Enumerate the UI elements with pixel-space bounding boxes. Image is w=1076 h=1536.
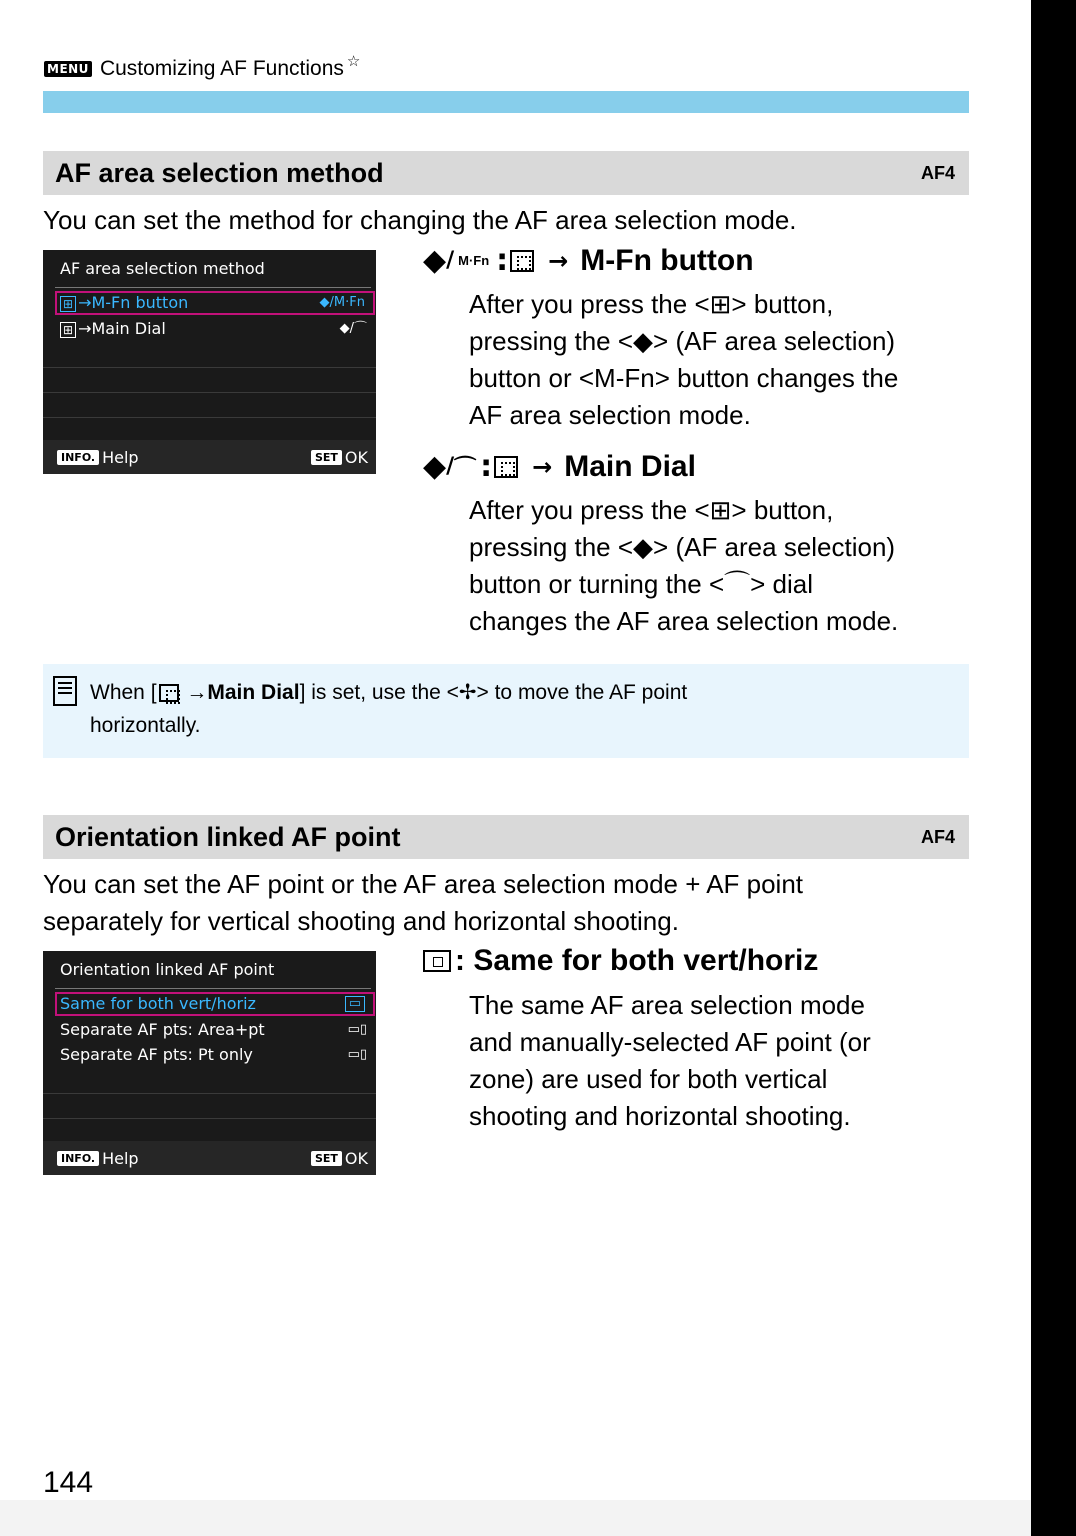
info-key: INFO. xyxy=(57,1151,99,1166)
option-desc-mfn xyxy=(469,286,969,434)
note-box xyxy=(43,664,969,758)
same-frame-icon: ▭ xyxy=(345,996,365,1012)
screen-row-label: →M-Fn button xyxy=(78,293,189,312)
screen-row-label: Same for both vert/horiz xyxy=(60,994,256,1013)
screen-line xyxy=(43,392,376,393)
help-hint[interactable] xyxy=(57,1148,139,1168)
desc-line: zone) are used for both vertical xyxy=(469,1064,828,1094)
af-area-button-icon: ◆ xyxy=(423,449,447,484)
note-text xyxy=(90,676,950,742)
screen-title: AF area selection method xyxy=(60,259,265,278)
screen-footer xyxy=(43,1141,376,1175)
arrow-icon: → xyxy=(532,452,553,481)
af-point-select-icon xyxy=(510,250,534,272)
set-key: SET xyxy=(311,1151,342,1166)
option-head-same xyxy=(423,944,818,978)
note-line2: horizontally. xyxy=(90,714,201,737)
option-head-label: M-Fn button xyxy=(580,243,754,277)
option-desc-main-dial xyxy=(469,492,969,640)
camera-screen-af-area xyxy=(43,250,376,474)
af-area-button-icon: ◆ xyxy=(423,243,447,278)
mfn-icon: M·Fn xyxy=(454,252,493,269)
af-button-mfn-icon: ◆/M·Fn xyxy=(319,295,365,310)
screen-row-separate-pt[interactable] xyxy=(55,1043,375,1067)
screen-row-label: Separate AF pts: Pt only xyxy=(60,1045,253,1064)
page-number: 144 xyxy=(43,1466,94,1499)
screen-row-same[interactable] xyxy=(55,992,375,1016)
screen-row-separate-area[interactable] xyxy=(55,1018,375,1042)
desc-line: After you press the <⊞> button, xyxy=(469,495,834,525)
note-bold: Main Dial xyxy=(207,681,300,704)
af-area-icon: ⊞ xyxy=(60,296,76,312)
help-hint[interactable] xyxy=(57,447,139,467)
section-intro: You can set the method for changing the AF area selection mode. xyxy=(43,205,797,235)
screen-divider xyxy=(55,988,371,989)
desc-line: AF area selection mode. xyxy=(469,400,751,430)
chapter-header xyxy=(44,52,361,82)
screen-divider xyxy=(55,287,371,288)
same-frame-icon xyxy=(423,950,451,972)
option-desc-same xyxy=(469,987,969,1135)
af-point-select-icon xyxy=(159,684,179,702)
arrow-icon: → xyxy=(548,246,569,275)
option-head-label: Main Dial xyxy=(564,449,696,483)
screen-line xyxy=(43,367,376,368)
camera-screen-orientation xyxy=(43,951,376,1175)
desc-line: shooting and horizontal shooting. xyxy=(469,1101,851,1131)
separate-frame-icon: ▭▯ xyxy=(347,1022,367,1037)
screen-line xyxy=(43,417,376,418)
option-head-mfn: ◆ / M·Fn : → M-Fn button xyxy=(423,243,754,278)
desc-line: button or turning the <⌒> dial xyxy=(469,569,814,599)
note-icon xyxy=(53,676,77,706)
screen-line xyxy=(43,1093,376,1094)
advanced-star-icon: ☆ xyxy=(346,52,361,70)
af-area-icon: ⊞ xyxy=(60,322,76,338)
set-key: SET xyxy=(311,450,342,465)
section-title: AF area selection method xyxy=(55,157,384,188)
help-label: Help xyxy=(102,448,139,467)
desc-line: After you press the <⊞> button, xyxy=(469,289,834,319)
page-bottom-shade xyxy=(0,1500,1031,1536)
section-code: AF4 xyxy=(920,162,955,183)
screen-row-main-dial[interactable] xyxy=(55,317,375,341)
af-button-dial-icon: ◆/⌒ xyxy=(339,321,367,336)
screen-row-label: →Main Dial xyxy=(78,319,166,338)
ok-hint[interactable] xyxy=(311,1148,368,1168)
af-point-select-icon xyxy=(494,456,518,478)
info-key: INFO. xyxy=(57,450,99,465)
chapter-title: Customizing AF Functions xyxy=(99,57,344,80)
ok-label: OK xyxy=(344,1149,368,1168)
section-bar-af-area-selection xyxy=(43,151,969,195)
desc-line: and manually-selected AF point (or xyxy=(469,1027,871,1057)
screen-title: Orientation linked AF point xyxy=(60,960,275,979)
separate-frame-icon: ▭▯ xyxy=(347,1047,367,1062)
screen-row-mfn[interactable] xyxy=(55,291,375,315)
note-prefix: When [ xyxy=(90,681,157,704)
option-head-main-dial: ◆ / ⌒ : → Main Dial xyxy=(423,449,696,484)
note-arrow: → xyxy=(180,681,208,704)
option-head-label: : Same for both vert/horiz xyxy=(455,944,819,977)
intro-line: You can set the AF point or the AF area selection mode + AF point xyxy=(43,869,804,899)
desc-line: pressing the <◆> (AF area selection) xyxy=(469,532,896,562)
ok-hint[interactable] xyxy=(311,447,368,467)
menu-badge-icon: MENU xyxy=(44,61,92,77)
screen-row-label: Separate AF pts: Area+pt xyxy=(60,1020,265,1039)
desc-line: The same AF area selection mode xyxy=(469,990,865,1020)
section-intro xyxy=(43,866,803,940)
section-bar-orientation-linked xyxy=(43,815,969,859)
section-code: AF4 xyxy=(920,826,955,847)
intro-line: separately for vertical shooting and horizontal shooting. xyxy=(43,906,679,936)
page-edge-bar xyxy=(1031,0,1076,1536)
desc-line: changes the AF area selection mode. xyxy=(469,606,899,636)
section-title: Orientation linked AF point xyxy=(55,821,401,852)
desc-line: pressing the <◆> (AF area selection) xyxy=(469,326,896,356)
ok-label: OK xyxy=(344,448,368,467)
main-dial-icon: ⌒ xyxy=(454,456,477,481)
screen-footer xyxy=(43,440,376,474)
header-band xyxy=(43,91,969,113)
desc-line: button or <M-Fn> button changes the xyxy=(469,363,899,393)
screen-line xyxy=(43,1118,376,1119)
help-label: Help xyxy=(102,1149,139,1168)
note-suffix: ] is set, use the <✢> to move the AF point xyxy=(299,681,688,704)
